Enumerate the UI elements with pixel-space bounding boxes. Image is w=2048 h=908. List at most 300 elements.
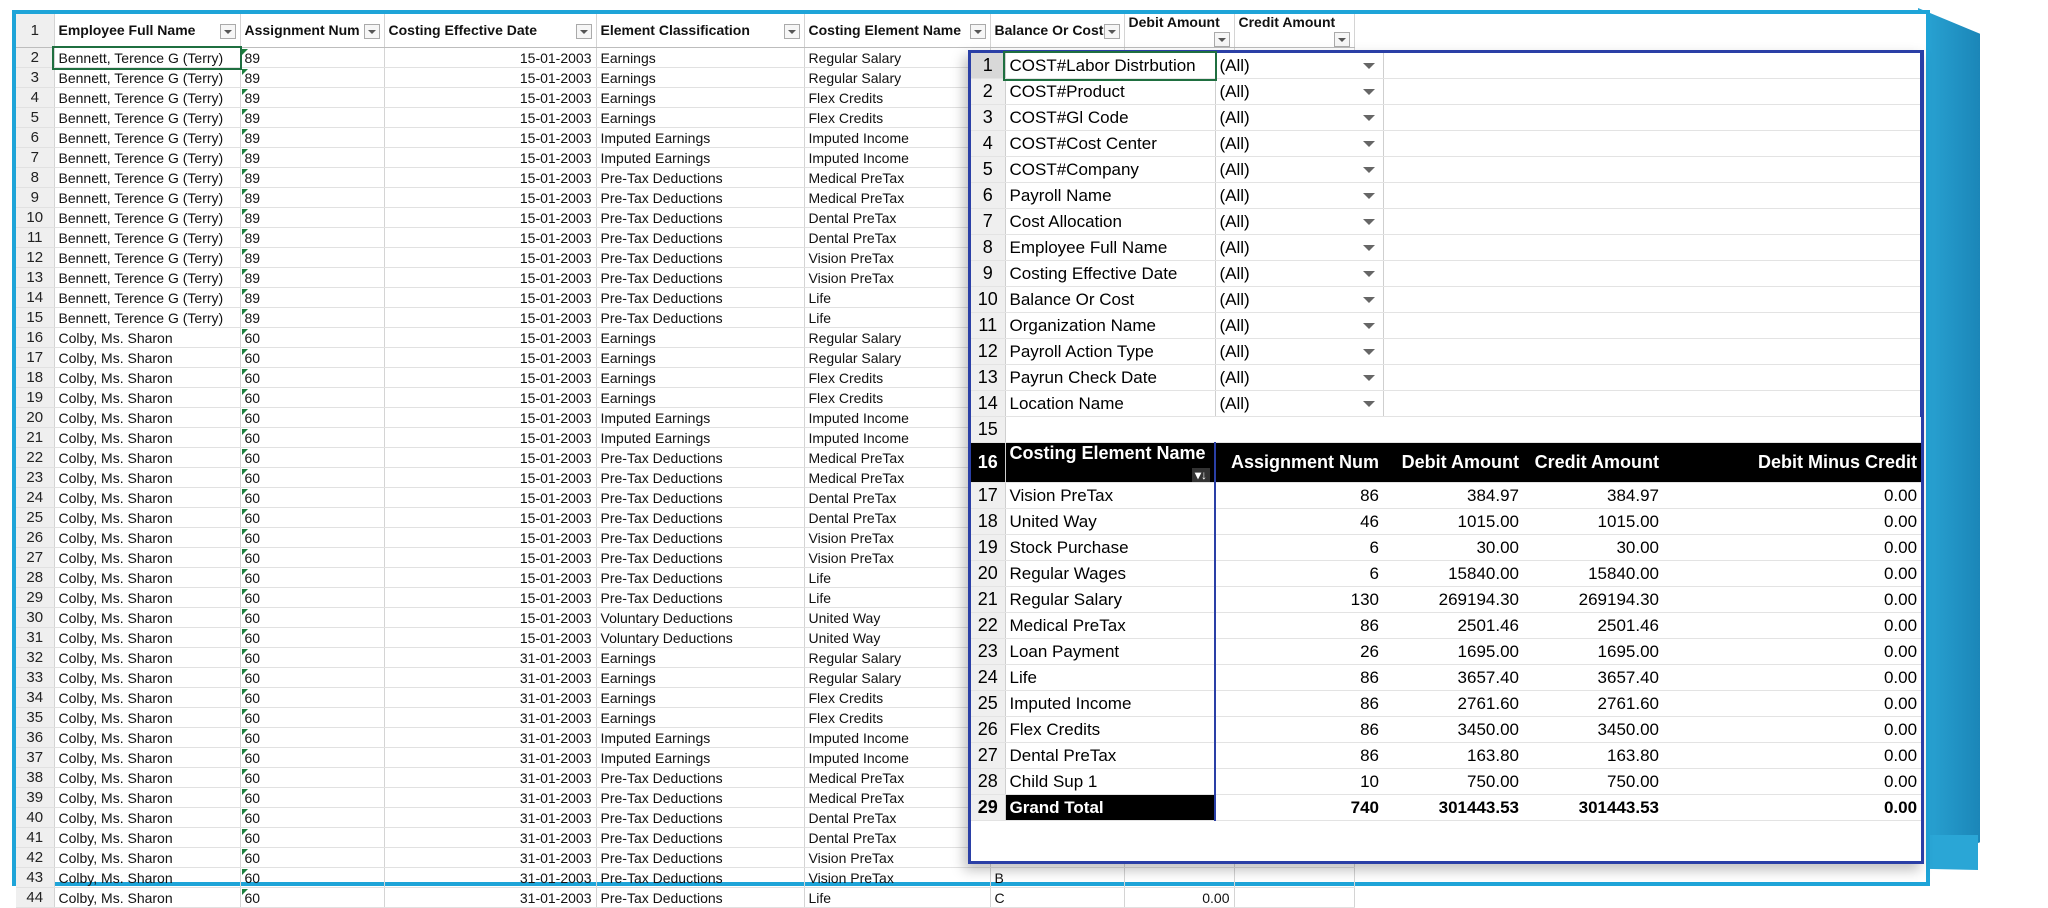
row-number[interactable]: 4 (16, 88, 54, 108)
filter-dropdown-icon[interactable] (1361, 267, 1377, 281)
table-cell[interactable]: 60 (240, 528, 384, 548)
table-cell[interactable]: Bennett, Terence G (Terry) (54, 188, 240, 208)
table-cell[interactable]: Bennett, Terence G (Terry) (54, 308, 240, 328)
row-number[interactable]: 17 (971, 483, 1005, 509)
table-cell[interactable]: Pre-Tax Deductions (596, 768, 804, 788)
table-cell[interactable]: Imputed Earnings (596, 148, 804, 168)
row-number[interactable]: 26 (971, 717, 1005, 743)
table-cell[interactable]: 15-01-2003 (384, 288, 596, 308)
table-cell[interactable]: 60 (240, 448, 384, 468)
table-cell[interactable]: Colby, Ms. Sharon (54, 728, 240, 748)
pivot-value-cell[interactable]: 3450.00 (1523, 717, 1663, 743)
pivot-row-label[interactable]: Child Sup 1 (1005, 769, 1215, 795)
table-cell[interactable]: 60 (240, 868, 384, 888)
row-number[interactable]: 10 (16, 208, 54, 228)
table-cell[interactable]: Colby, Ms. Sharon (54, 388, 240, 408)
pivot-value-cell[interactable]: 384.97 (1383, 483, 1523, 509)
table-cell[interactable]: 31-01-2003 (384, 888, 596, 908)
row-number[interactable]: 13 (971, 365, 1005, 391)
table-cell[interactable]: 15-01-2003 (384, 68, 596, 88)
row-number[interactable]: 24 (971, 665, 1005, 691)
filter-dropdown-icon[interactable] (220, 24, 236, 39)
column-header[interactable] (54, 14, 240, 48)
pivot-value-cell[interactable]: 2501.46 (1383, 613, 1523, 639)
column-header[interactable] (804, 14, 990, 48)
table-cell[interactable]: Colby, Ms. Sharon (54, 568, 240, 588)
row-number[interactable]: 32 (16, 648, 54, 668)
table-cell[interactable]: Bennett, Terence G (Terry) (54, 108, 240, 128)
table-cell[interactable]: 15-01-2003 (384, 48, 596, 68)
pivot-value-cell[interactable]: 2501.46 (1523, 613, 1663, 639)
pivot-value-cell[interactable]: 384.97 (1523, 483, 1663, 509)
filter-dropdown-icon[interactable] (1361, 319, 1377, 333)
table-cell[interactable] (1234, 888, 1354, 908)
pivot-value-cell[interactable]: 0.00 (1663, 639, 1921, 665)
table-cell[interactable]: Flex Credits (804, 368, 990, 388)
table-cell[interactable]: Colby, Ms. Sharon (54, 408, 240, 428)
table-cell[interactable]: 15-01-2003 (384, 148, 596, 168)
table-cell[interactable]: Imputed Income (804, 148, 990, 168)
table-cell[interactable]: Imputed Earnings (596, 428, 804, 448)
table-cell[interactable]: Earnings (596, 48, 804, 68)
pivot-value-cell[interactable]: 6 (1215, 561, 1383, 587)
table-cell[interactable]: Life (804, 288, 990, 308)
table-cell[interactable]: 89 (240, 148, 384, 168)
row-number[interactable]: 28 (971, 769, 1005, 795)
row-number[interactable]: 34 (16, 688, 54, 708)
row-number[interactable]: 43 (16, 868, 54, 888)
table-cell[interactable]: Medical PreTax (804, 788, 990, 808)
pivot-column-header[interactable] (1523, 443, 1663, 483)
table-cell[interactable]: Colby, Ms. Sharon (54, 528, 240, 548)
table-cell[interactable]: Colby, Ms. Sharon (54, 648, 240, 668)
table-cell[interactable]: 60 (240, 648, 384, 668)
table-cell[interactable]: 60 (240, 788, 384, 808)
table-cell[interactable]: C (990, 888, 1124, 908)
table-cell[interactable]: Colby, Ms. Sharon (54, 548, 240, 568)
table-cell[interactable]: Bennett, Terence G (Terry) (54, 68, 240, 88)
table-cell[interactable]: Flex Credits (804, 388, 990, 408)
table-cell[interactable]: Flex Credits (804, 708, 990, 728)
table-cell[interactable]: Life (804, 588, 990, 608)
pivot-column-header[interactable] (1215, 443, 1383, 483)
row-number[interactable]: 6 (16, 128, 54, 148)
table-cell[interactable]: Colby, Ms. Sharon (54, 708, 240, 728)
row-number[interactable]: 36 (16, 728, 54, 748)
pivot-filter-label[interactable]: Payrun Check Date (1005, 365, 1215, 391)
table-cell[interactable]: 0.00 (1124, 888, 1234, 908)
table-cell[interactable]: Regular Salary (804, 48, 990, 68)
table-cell[interactable]: Pre-Tax Deductions (596, 848, 804, 868)
table-cell[interactable]: Pre-Tax Deductions (596, 188, 804, 208)
table-cell[interactable]: 89 (240, 68, 384, 88)
pivot-value-cell[interactable]: 86 (1215, 743, 1383, 769)
pivot-filter-label[interactable]: COST#Product (1005, 79, 1215, 105)
row-number[interactable]: 21 (971, 587, 1005, 613)
table-cell[interactable]: Medical PreTax (804, 768, 990, 788)
table-cell[interactable]: Flex Credits (804, 88, 990, 108)
row-number[interactable]: 9 (16, 188, 54, 208)
row-number[interactable]: 31 (16, 628, 54, 648)
pivot-value-cell[interactable]: 10 (1215, 769, 1383, 795)
row-number[interactable]: 12 (16, 248, 54, 268)
filter-dropdown-icon[interactable] (1361, 215, 1377, 229)
pivot-filter-label[interactable]: COST#Gl Code (1005, 105, 1215, 131)
table-cell[interactable]: Pre-Tax Deductions (596, 228, 804, 248)
row-number[interactable]: 17 (16, 348, 54, 368)
filter-dropdown-icon[interactable] (970, 24, 986, 39)
table-cell[interactable]: 89 (240, 168, 384, 188)
table-cell[interactable]: 31-01-2003 (384, 868, 596, 888)
table-cell[interactable]: B (990, 868, 1124, 888)
table-cell[interactable]: Life (804, 568, 990, 588)
column-header[interactable] (990, 14, 1124, 48)
table-cell[interactable]: 60 (240, 368, 384, 388)
row-number[interactable]: 6 (971, 183, 1005, 209)
table-cell[interactable]: 60 (240, 828, 384, 848)
table-cell[interactable]: 15-01-2003 (384, 548, 596, 568)
table-cell[interactable]: 15-01-2003 (384, 128, 596, 148)
table-cell[interactable]: Voluntary Deductions (596, 628, 804, 648)
pivot-filter-label[interactable]: Organization Name (1005, 313, 1215, 339)
pivot-row-label[interactable]: Regular Wages (1005, 561, 1215, 587)
table-cell[interactable]: 15-01-2003 (384, 328, 596, 348)
table-cell[interactable]: 15-01-2003 (384, 408, 596, 428)
pivot-value-cell[interactable]: 46 (1215, 509, 1383, 535)
pivot-value-cell[interactable]: 86 (1215, 691, 1383, 717)
table-cell[interactable]: 89 (240, 248, 384, 268)
table-cell[interactable]: Colby, Ms. Sharon (54, 668, 240, 688)
table-cell[interactable]: Colby, Ms. Sharon (54, 328, 240, 348)
table-cell[interactable]: 60 (240, 328, 384, 348)
table-cell[interactable]: Medical PreTax (804, 448, 990, 468)
table-cell[interactable]: 89 (240, 188, 384, 208)
table-cell[interactable]: Colby, Ms. Sharon (54, 588, 240, 608)
pivot-filter-value[interactable] (1215, 313, 1383, 339)
pivot-row-label[interactable]: Medical PreTax (1005, 613, 1215, 639)
pivot-value-cell[interactable]: 3450.00 (1383, 717, 1523, 743)
table-cell[interactable]: Pre-Tax Deductions (596, 868, 804, 888)
row-number[interactable]: 20 (971, 561, 1005, 587)
table-cell[interactable]: Imputed Earnings (596, 408, 804, 428)
table-cell[interactable]: 31-01-2003 (384, 728, 596, 748)
table-cell[interactable]: 15-01-2003 (384, 608, 596, 628)
pivot-value-cell[interactable]: 3657.40 (1383, 665, 1523, 691)
table-cell[interactable]: 15-01-2003 (384, 248, 596, 268)
pivot-value-cell[interactable]: 86 (1215, 483, 1383, 509)
pivot-filter-label[interactable]: Balance Or Cost (1005, 287, 1215, 313)
table-cell[interactable]: Colby, Ms. Sharon (54, 348, 240, 368)
row-number[interactable]: 8 (16, 168, 54, 188)
column-header[interactable] (240, 14, 384, 48)
table-cell[interactable]: 60 (240, 848, 384, 868)
table-cell[interactable]: Colby, Ms. Sharon (54, 508, 240, 528)
table-cell[interactable]: 89 (240, 208, 384, 228)
pivot-value-cell[interactable]: 0.00 (1663, 717, 1921, 743)
table-cell[interactable]: United Way (804, 628, 990, 648)
table-cell[interactable]: 15-01-2003 (384, 488, 596, 508)
table-cell[interactable]: Vision PreTax (804, 248, 990, 268)
table-cell[interactable]: 31-01-2003 (384, 748, 596, 768)
table-cell[interactable]: 31-01-2003 (384, 768, 596, 788)
pivot-value-cell[interactable]: 750.00 (1383, 769, 1523, 795)
table-cell[interactable]: Colby, Ms. Sharon (54, 448, 240, 468)
pivot-value-cell[interactable]: 1015.00 (1383, 509, 1523, 535)
pivot-filter-value[interactable] (1215, 235, 1383, 261)
table-cell[interactable]: Colby, Ms. Sharon (54, 848, 240, 868)
table-cell[interactable]: 15-01-2003 (384, 468, 596, 488)
table-cell[interactable]: Earnings (596, 708, 804, 728)
filter-dropdown-icon[interactable] (1361, 111, 1377, 125)
table-cell[interactable]: Medical PreTax (804, 168, 990, 188)
row-number[interactable]: 7 (971, 209, 1005, 235)
pivot-value-cell[interactable]: 750.00 (1523, 769, 1663, 795)
filter-dropdown-icon[interactable] (1104, 24, 1120, 39)
table-cell[interactable]: 15-01-2003 (384, 628, 596, 648)
table-cell[interactable]: Pre-Tax Deductions (596, 168, 804, 188)
table-cell[interactable]: Vision PreTax (804, 548, 990, 568)
table-cell[interactable]: 15-01-2003 (384, 428, 596, 448)
row-number[interactable]: 13 (16, 268, 54, 288)
row-number[interactable]: 7 (16, 148, 54, 168)
table-cell[interactable]: 15-01-2003 (384, 88, 596, 108)
table-cell[interactable]: 15-01-2003 (384, 168, 596, 188)
row-number[interactable]: 41 (16, 828, 54, 848)
row-number[interactable]: 22 (16, 448, 54, 468)
row-number[interactable]: 22 (971, 613, 1005, 639)
table-cell[interactable]: Colby, Ms. Sharon (54, 428, 240, 448)
row-number[interactable]: 23 (971, 639, 1005, 665)
pivot-filter-label[interactable]: Payroll Name (1005, 183, 1215, 209)
filter-dropdown-icon[interactable] (784, 24, 800, 39)
row-number[interactable]: 8 (971, 235, 1005, 261)
table-cell[interactable]: Colby, Ms. Sharon (54, 468, 240, 488)
table-cell[interactable]: 60 (240, 568, 384, 588)
pivot-filter-label[interactable]: COST#Labor Distrbution (1005, 53, 1215, 79)
grand-total-value[interactable]: 301443.53 (1523, 795, 1663, 821)
pivot-row-label[interactable]: Regular Salary (1005, 587, 1215, 613)
pivot-value-cell[interactable]: 1015.00 (1523, 509, 1663, 535)
column-header[interactable] (1234, 14, 1354, 48)
row-number[interactable]: 38 (16, 768, 54, 788)
pivot-filter-value[interactable] (1215, 157, 1383, 183)
row-number[interactable]: 3 (971, 105, 1005, 131)
pivot-filter-value[interactable] (1215, 287, 1383, 313)
sort-filter-icon[interactable]: ▾↓ (1192, 468, 1210, 482)
row-number[interactable]: 20 (16, 408, 54, 428)
table-cell[interactable]: Regular Salary (804, 648, 990, 668)
pivot-filter-label[interactable]: Employee Full Name (1005, 235, 1215, 261)
table-cell[interactable]: 15-01-2003 (384, 108, 596, 128)
table-cell[interactable]: Earnings (596, 108, 804, 128)
table-cell[interactable]: 15-01-2003 (384, 348, 596, 368)
row-number[interactable]: 19 (16, 388, 54, 408)
pivot-value-cell[interactable]: 0.00 (1663, 535, 1921, 561)
table-cell[interactable]: 89 (240, 308, 384, 328)
row-number[interactable]: 25 (16, 508, 54, 528)
table-cell[interactable]: Dental PreTax (804, 508, 990, 528)
table-cell[interactable]: 31-01-2003 (384, 688, 596, 708)
row-number[interactable]: 16 (971, 443, 1005, 483)
pivot-filter-value[interactable] (1215, 391, 1383, 417)
table-cell[interactable]: Pre-Tax Deductions (596, 588, 804, 608)
table-cell[interactable]: 31-01-2003 (384, 668, 596, 688)
pivot-filter-value[interactable] (1215, 209, 1383, 235)
filter-dropdown-icon[interactable] (1361, 371, 1377, 385)
table-cell[interactable]: Vision PreTax (804, 528, 990, 548)
table-cell[interactable]: Bennett, Terence G (Terry) (54, 168, 240, 188)
filter-dropdown-icon[interactable] (1361, 163, 1377, 177)
row-number[interactable]: 27 (16, 548, 54, 568)
table-cell[interactable]: Flex Credits (804, 108, 990, 128)
table-cell[interactable]: Dental PreTax (804, 208, 990, 228)
filter-dropdown-icon[interactable] (1361, 189, 1377, 203)
table-cell[interactable]: Pre-Tax Deductions (596, 808, 804, 828)
table-cell[interactable]: Dental PreTax (804, 808, 990, 828)
pivot-filter-value[interactable] (1215, 365, 1383, 391)
filter-dropdown-icon[interactable] (1361, 345, 1377, 359)
pivot-column-header[interactable] (1663, 443, 1921, 483)
table-cell[interactable]: 60 (240, 468, 384, 488)
column-header[interactable] (384, 14, 596, 48)
table-cell[interactable]: Colby, Ms. Sharon (54, 868, 240, 888)
row-number[interactable]: 14 (16, 288, 54, 308)
table-cell[interactable]: 15-01-2003 (384, 268, 596, 288)
pivot-value-cell[interactable]: 30.00 (1523, 535, 1663, 561)
table-cell[interactable]: 15-01-2003 (384, 208, 596, 228)
table-cell[interactable]: 60 (240, 708, 384, 728)
pivot-value-cell[interactable]: 0.00 (1663, 665, 1921, 691)
pivot-filter-label[interactable]: Location Name (1005, 391, 1215, 417)
pivot-value-cell[interactable]: 2761.60 (1523, 691, 1663, 717)
table-cell[interactable] (1234, 868, 1354, 888)
table-cell[interactable]: 15-01-2003 (384, 228, 596, 248)
row-number[interactable]: 2 (971, 79, 1005, 105)
pivot-row-label[interactable]: Vision PreTax (1005, 483, 1215, 509)
table-cell[interactable]: Colby, Ms. Sharon (54, 688, 240, 708)
table-cell[interactable]: 60 (240, 668, 384, 688)
table-cell[interactable]: Pre-Tax Deductions (596, 248, 804, 268)
table-cell[interactable]: Bennett, Terence G (Terry) (54, 288, 240, 308)
table-cell[interactable]: 60 (240, 488, 384, 508)
table-cell[interactable]: 31-01-2003 (384, 708, 596, 728)
table-cell[interactable]: Pre-Tax Deductions (596, 528, 804, 548)
table-cell[interactable]: 60 (240, 628, 384, 648)
table-cell[interactable]: Colby, Ms. Sharon (54, 828, 240, 848)
table-cell[interactable] (1124, 868, 1234, 888)
pivot-value-cell[interactable]: 0.00 (1663, 483, 1921, 509)
grand-total-label[interactable]: Grand Total (1005, 795, 1215, 821)
table-cell[interactable]: 15-01-2003 (384, 568, 596, 588)
pivot-value-cell[interactable]: 163.80 (1523, 743, 1663, 769)
pivot-value-cell[interactable]: 0.00 (1663, 769, 1921, 795)
table-cell[interactable]: 89 (240, 268, 384, 288)
table-cell[interactable]: Colby, Ms. Sharon (54, 888, 240, 908)
pivot-row-label[interactable]: Dental PreTax (1005, 743, 1215, 769)
table-cell[interactable]: Bennett, Terence G (Terry) (54, 208, 240, 228)
pivot-value-cell[interactable]: 0.00 (1663, 613, 1921, 639)
table-cell[interactable]: Earnings (596, 348, 804, 368)
pivot-value-cell[interactable]: 26 (1215, 639, 1383, 665)
table-cell[interactable]: Medical PreTax (804, 468, 990, 488)
pivot-filter-value[interactable] (1215, 261, 1383, 287)
table-cell[interactable]: Colby, Ms. Sharon (54, 628, 240, 648)
pivot-value-cell[interactable]: 1695.00 (1523, 639, 1663, 665)
table-cell[interactable]: Pre-Tax Deductions (596, 208, 804, 228)
table-cell[interactable]: Pre-Tax Deductions (596, 888, 804, 908)
pivot-value-cell[interactable]: 6 (1215, 535, 1383, 561)
pivot-value-cell[interactable]: 30.00 (1383, 535, 1523, 561)
pivot-row-label[interactable]: Flex Credits (1005, 717, 1215, 743)
table-cell[interactable]: Imputed Earnings (596, 728, 804, 748)
table-cell[interactable]: Imputed Income (804, 408, 990, 428)
table-cell[interactable]: Earnings (596, 68, 804, 88)
table-cell[interactable]: Life (804, 308, 990, 328)
table-cell[interactable]: 60 (240, 388, 384, 408)
table-cell[interactable]: 60 (240, 688, 384, 708)
table-cell[interactable]: Imputed Earnings (596, 128, 804, 148)
row-number[interactable]: 42 (16, 848, 54, 868)
table-cell[interactable]: Earnings (596, 668, 804, 688)
pivot-filter-label[interactable]: Costing Effective Date (1005, 261, 1215, 287)
table-cell[interactable]: 89 (240, 88, 384, 108)
table-cell[interactable]: Pre-Tax Deductions (596, 268, 804, 288)
row-number[interactable]: 14 (971, 391, 1005, 417)
grand-total-value[interactable]: 0.00 (1663, 795, 1921, 821)
table-cell[interactable]: Earnings (596, 328, 804, 348)
table-cell[interactable]: 60 (240, 508, 384, 528)
table-cell[interactable]: Colby, Ms. Sharon (54, 808, 240, 828)
filter-dropdown-icon[interactable] (1361, 241, 1377, 255)
pivot-value-cell[interactable]: 269194.30 (1383, 587, 1523, 613)
pivot-value-cell[interactable]: 0.00 (1663, 587, 1921, 613)
table-cell[interactable]: Vision PreTax (804, 848, 990, 868)
table-cell[interactable]: Earnings (596, 648, 804, 668)
row-number[interactable]: 28 (16, 568, 54, 588)
table-cell[interactable]: Colby, Ms. Sharon (54, 748, 240, 768)
filter-dropdown-icon[interactable] (364, 24, 380, 39)
table-cell[interactable]: 89 (240, 108, 384, 128)
row-number[interactable]: 37 (16, 748, 54, 768)
pivot-value-cell[interactable]: 3657.40 (1523, 665, 1663, 691)
table-cell[interactable]: Dental PreTax (804, 488, 990, 508)
row-number[interactable]: 24 (16, 488, 54, 508)
row-number[interactable]: 12 (971, 339, 1005, 365)
pivot-value-cell[interactable]: 0.00 (1663, 691, 1921, 717)
table-cell[interactable]: Regular Salary (804, 348, 990, 368)
table-cell[interactable]: Dental PreTax (804, 228, 990, 248)
filter-dropdown-icon[interactable] (1361, 137, 1377, 151)
pivot-value-cell[interactable]: 2761.60 (1383, 691, 1523, 717)
pivot-value-cell[interactable]: 0.00 (1663, 509, 1921, 535)
row-number[interactable]: 16 (16, 328, 54, 348)
pivot-value-cell[interactable]: 0.00 (1663, 561, 1921, 587)
table-cell[interactable]: Regular Salary (804, 328, 990, 348)
table-cell[interactable]: Voluntary Deductions (596, 608, 804, 628)
row-number[interactable]: 18 (971, 509, 1005, 535)
table-cell[interactable]: Pre-Tax Deductions (596, 308, 804, 328)
table-cell[interactable]: 15-01-2003 (384, 588, 596, 608)
pivot-value-cell[interactable]: 1695.00 (1383, 639, 1523, 665)
filter-dropdown-icon[interactable] (1361, 85, 1377, 99)
pivot-value-cell[interactable]: 86 (1215, 613, 1383, 639)
row-number[interactable]: 15 (971, 417, 1005, 443)
pivot-row-label[interactable]: Stock Purchase (1005, 535, 1215, 561)
table-cell[interactable]: Colby, Ms. Sharon (54, 768, 240, 788)
table-cell[interactable]: 60 (240, 408, 384, 428)
table-cell[interactable]: Vision PreTax (804, 268, 990, 288)
pivot-value-cell[interactable]: 15840.00 (1383, 561, 1523, 587)
